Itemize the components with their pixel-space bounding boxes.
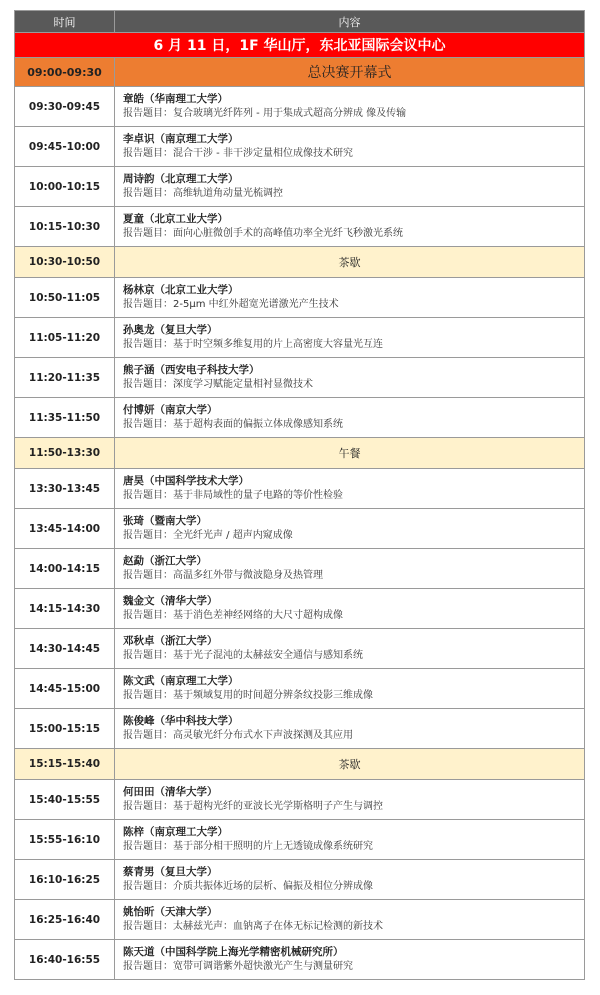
talk-title-line [123, 569, 584, 583]
talk-title-prefix: 报告题目： [123, 690, 173, 701]
speaker-name: 章皓（华南理工大学） [123, 93, 228, 105]
talk-title: 深度学习赋能定量相衬显微技术 [173, 379, 313, 390]
talk-info [115, 167, 585, 207]
talk-row [15, 318, 585, 358]
talk-title-prefix: 报告题目： [123, 299, 173, 310]
talk-title: 面向心脏微创手术的高峰值功率全光纤飞秒激光系统 [173, 228, 403, 239]
talk-title: 基于超构光纤的亚波长光学斯格明子产生与调控 [173, 801, 383, 812]
talk-info [115, 860, 585, 900]
speaker-name: 蔡青男（复旦大学） [123, 866, 218, 878]
talk-info [115, 87, 585, 127]
talk-title: 高维轨道角动量光梳调控 [173, 188, 283, 199]
talk-info [115, 940, 585, 980]
talk-title: 介质共振体近场的层析、偏振及相位分辨成像 [173, 881, 373, 892]
talk-title-prefix: 报告题目： [123, 419, 173, 430]
slot-time: 14:15-14:30 [15, 589, 115, 629]
talk-title-prefix: 报告题目： [123, 339, 173, 350]
speaker-name: 熊子涵（西安电子科技大学） [123, 364, 260, 376]
talk-row [15, 509, 585, 549]
talk-info [115, 820, 585, 860]
talk-title: 基于频域复用的时间超分辨条纹投影三维成像 [173, 690, 373, 701]
speaker-name: 唐昊（中国科学技术大学） [123, 475, 249, 487]
talk-title-line [123, 529, 584, 543]
slot-time: 09:45-10:00 [15, 127, 115, 167]
slot-time: 16:10-16:25 [15, 860, 115, 900]
talk-info [115, 549, 585, 589]
slot-time: 16:40-16:55 [15, 940, 115, 980]
talk-row [15, 207, 585, 247]
talk-row [15, 398, 585, 438]
break-label: 午餐 [115, 438, 585, 469]
talk-title: 基于光子混沌的太赫兹安全通信与感知系统 [173, 650, 363, 661]
talk-info [115, 207, 585, 247]
slot-time: 10:00-10:15 [15, 167, 115, 207]
speaker-name: 何田田（清华大学） [123, 786, 218, 798]
speaker-name: 陈俊峰（华中科技大学） [123, 715, 239, 727]
header-row [15, 11, 585, 33]
talk-title-line [123, 649, 584, 663]
talk-title-prefix: 报告题目： [123, 881, 173, 892]
talk-row [15, 860, 585, 900]
venue-banner: 6 月 11 日，1F 华山厅，东北亚国际会议中心 [15, 33, 585, 58]
talk-title-line [123, 418, 584, 432]
schedule-body [15, 33, 585, 980]
speaker-name: 李卓识（南京理工大学） [123, 133, 239, 145]
break-row [15, 749, 585, 780]
talk-title-line [123, 920, 584, 934]
talk-title-line [123, 298, 584, 312]
break-label: 茶歇 [115, 247, 585, 278]
speaker-name: 魏金文（清华大学） [123, 595, 218, 607]
talk-info [115, 127, 585, 167]
speaker-name: 杨林京（北京工业大学） [123, 284, 239, 296]
header-content: 内容 [115, 11, 585, 33]
talk-title-line [123, 880, 584, 894]
header-time: 时间 [15, 11, 115, 33]
talk-title: 基于消色差神经网络的大尺寸超构成像 [173, 610, 343, 621]
talk-title-prefix: 报告题目： [123, 801, 173, 812]
talk-title-line [123, 800, 584, 814]
talk-title-prefix: 报告题目： [123, 650, 173, 661]
talk-title-prefix: 报告题目： [123, 148, 173, 159]
talk-title-line [123, 338, 584, 352]
talk-title-line [123, 489, 584, 503]
talk-title-line [123, 729, 584, 743]
talk-title: 混合干涉 - 非干涉定量相位成像技术研究 [173, 148, 353, 159]
talk-row [15, 549, 585, 589]
slot-time: 15:15-15:40 [15, 749, 115, 780]
speaker-name: 夏童（北京工业大学） [123, 213, 228, 225]
slot-time: 15:40-15:55 [15, 780, 115, 820]
break-row [15, 438, 585, 469]
talk-title-prefix: 报告题目： [123, 961, 173, 972]
talk-row [15, 589, 585, 629]
talk-info [115, 318, 585, 358]
opening-row [15, 58, 585, 87]
speaker-name: 邓秋卓（浙江大学） [123, 635, 218, 647]
slot-time: 13:30-13:45 [15, 469, 115, 509]
talk-info [115, 780, 585, 820]
talk-title-line [123, 107, 584, 121]
talk-title-line [123, 147, 584, 161]
talk-row [15, 469, 585, 509]
talk-title: 复合玻璃光纤阵列 - 用于集成式超高分辨成 像及传输 [173, 108, 407, 119]
speaker-name: 陈文武（南京理工大学） [123, 675, 239, 687]
talk-title-line [123, 187, 584, 201]
talk-title: 太赫兹光声：血钠离子在体无标记检测的新技术 [173, 921, 383, 932]
talk-title: 基于非局域性的量子电路的等价性检验 [173, 490, 343, 501]
talk-row [15, 709, 585, 749]
talk-title-prefix: 报告题目： [123, 490, 173, 501]
talk-title: 基于部分相干照明的片上无透镜成像系统研究 [173, 841, 373, 852]
break-row [15, 247, 585, 278]
speaker-name: 付博妍（南京大学） [123, 404, 218, 416]
talk-row [15, 358, 585, 398]
talk-info [115, 469, 585, 509]
talk-info [115, 709, 585, 749]
talk-title-line [123, 689, 584, 703]
talk-info [115, 629, 585, 669]
talk-title: 全光纤光声 / 超声内窥成像 [173, 530, 293, 541]
talk-info [115, 278, 585, 318]
talk-row [15, 940, 585, 980]
slot-time: 14:30-14:45 [15, 629, 115, 669]
speaker-name: 孙奥龙（复旦大学） [123, 324, 218, 336]
talk-title: 宽带可调谐紫外超快激光产生与测量研究 [173, 961, 353, 972]
speaker-name: 周诗韵（北京理工大学） [123, 173, 239, 185]
talk-title-prefix: 报告题目： [123, 730, 173, 741]
slot-time: 16:25-16:40 [15, 900, 115, 940]
talk-title-prefix: 报告题目： [123, 610, 173, 621]
talk-info [115, 398, 585, 438]
talk-title-prefix: 报告题目： [123, 379, 173, 390]
slot-time: 10:30-10:50 [15, 247, 115, 278]
talk-title-prefix: 报告题目： [123, 108, 173, 119]
slot-time: 11:05-11:20 [15, 318, 115, 358]
slot-time: 14:00-14:15 [15, 549, 115, 589]
slot-time: 10:50-11:05 [15, 278, 115, 318]
talk-title-prefix: 报告题目： [123, 841, 173, 852]
slot-time: 13:45-14:00 [15, 509, 115, 549]
talk-title: 基于时空频多维复用的片上高密度大容量光互连 [173, 339, 383, 350]
schedule [14, 10, 584, 980]
slot-time: 11:35-11:50 [15, 398, 115, 438]
slot-time: 11:50-13:30 [15, 438, 115, 469]
talk-row [15, 900, 585, 940]
talk-title: 高温多红外带与微波隐身及热管理 [173, 570, 323, 581]
venue-banner-row [15, 33, 585, 58]
talk-row [15, 780, 585, 820]
talk-row [15, 127, 585, 167]
slot-time: 15:00-15:15 [15, 709, 115, 749]
talk-title-prefix: 报告题目： [123, 530, 173, 541]
talk-title-prefix: 报告题目： [123, 228, 173, 239]
opening-time: 09:00-09:30 [15, 58, 115, 87]
talk-title: 基于超构表面的偏振立体成像感知系统 [173, 419, 343, 430]
talk-row [15, 167, 585, 207]
talk-info [115, 358, 585, 398]
talk-row [15, 87, 585, 127]
speaker-name: 陈天道（中国科学院上海光学精密机械研究所） [123, 946, 344, 958]
talk-row [15, 669, 585, 709]
schedule-table [14, 10, 585, 980]
speaker-name: 陈梓（南京理工大学） [123, 826, 228, 838]
talk-title-line [123, 960, 584, 974]
talk-title-prefix: 报告题目： [123, 570, 173, 581]
talk-info [115, 669, 585, 709]
slot-time: 14:45-15:00 [15, 669, 115, 709]
talk-title: 高灵敏光纤分布式水下声波探测及其应用 [173, 730, 353, 741]
speaker-name: 张琦（暨南大学） [123, 515, 207, 527]
slot-time: 15:55-16:10 [15, 820, 115, 860]
slot-time: 10:15-10:30 [15, 207, 115, 247]
talk-title-line [123, 840, 584, 854]
opening-label: 总决赛开幕式 [115, 58, 585, 87]
talk-title-line [123, 227, 584, 241]
break-label: 茶歇 [115, 749, 585, 780]
slot-time: 11:20-11:35 [15, 358, 115, 398]
talk-info [115, 589, 585, 629]
talk-row [15, 820, 585, 860]
speaker-name: 姚怡昕（天津大学） [123, 906, 218, 918]
talk-title: 2-5μm 中红外超宽光谱激光产生技术 [173, 299, 339, 310]
talk-info [115, 900, 585, 940]
talk-info [115, 509, 585, 549]
talk-title-line [123, 378, 584, 392]
talk-title-prefix: 报告题目： [123, 921, 173, 932]
slot-time: 09:30-09:45 [15, 87, 115, 127]
talk-title-line [123, 609, 584, 623]
speaker-name: 赵勐（浙江大学） [123, 555, 207, 567]
talk-title-prefix: 报告题目： [123, 188, 173, 199]
talk-row [15, 629, 585, 669]
talk-row [15, 278, 585, 318]
